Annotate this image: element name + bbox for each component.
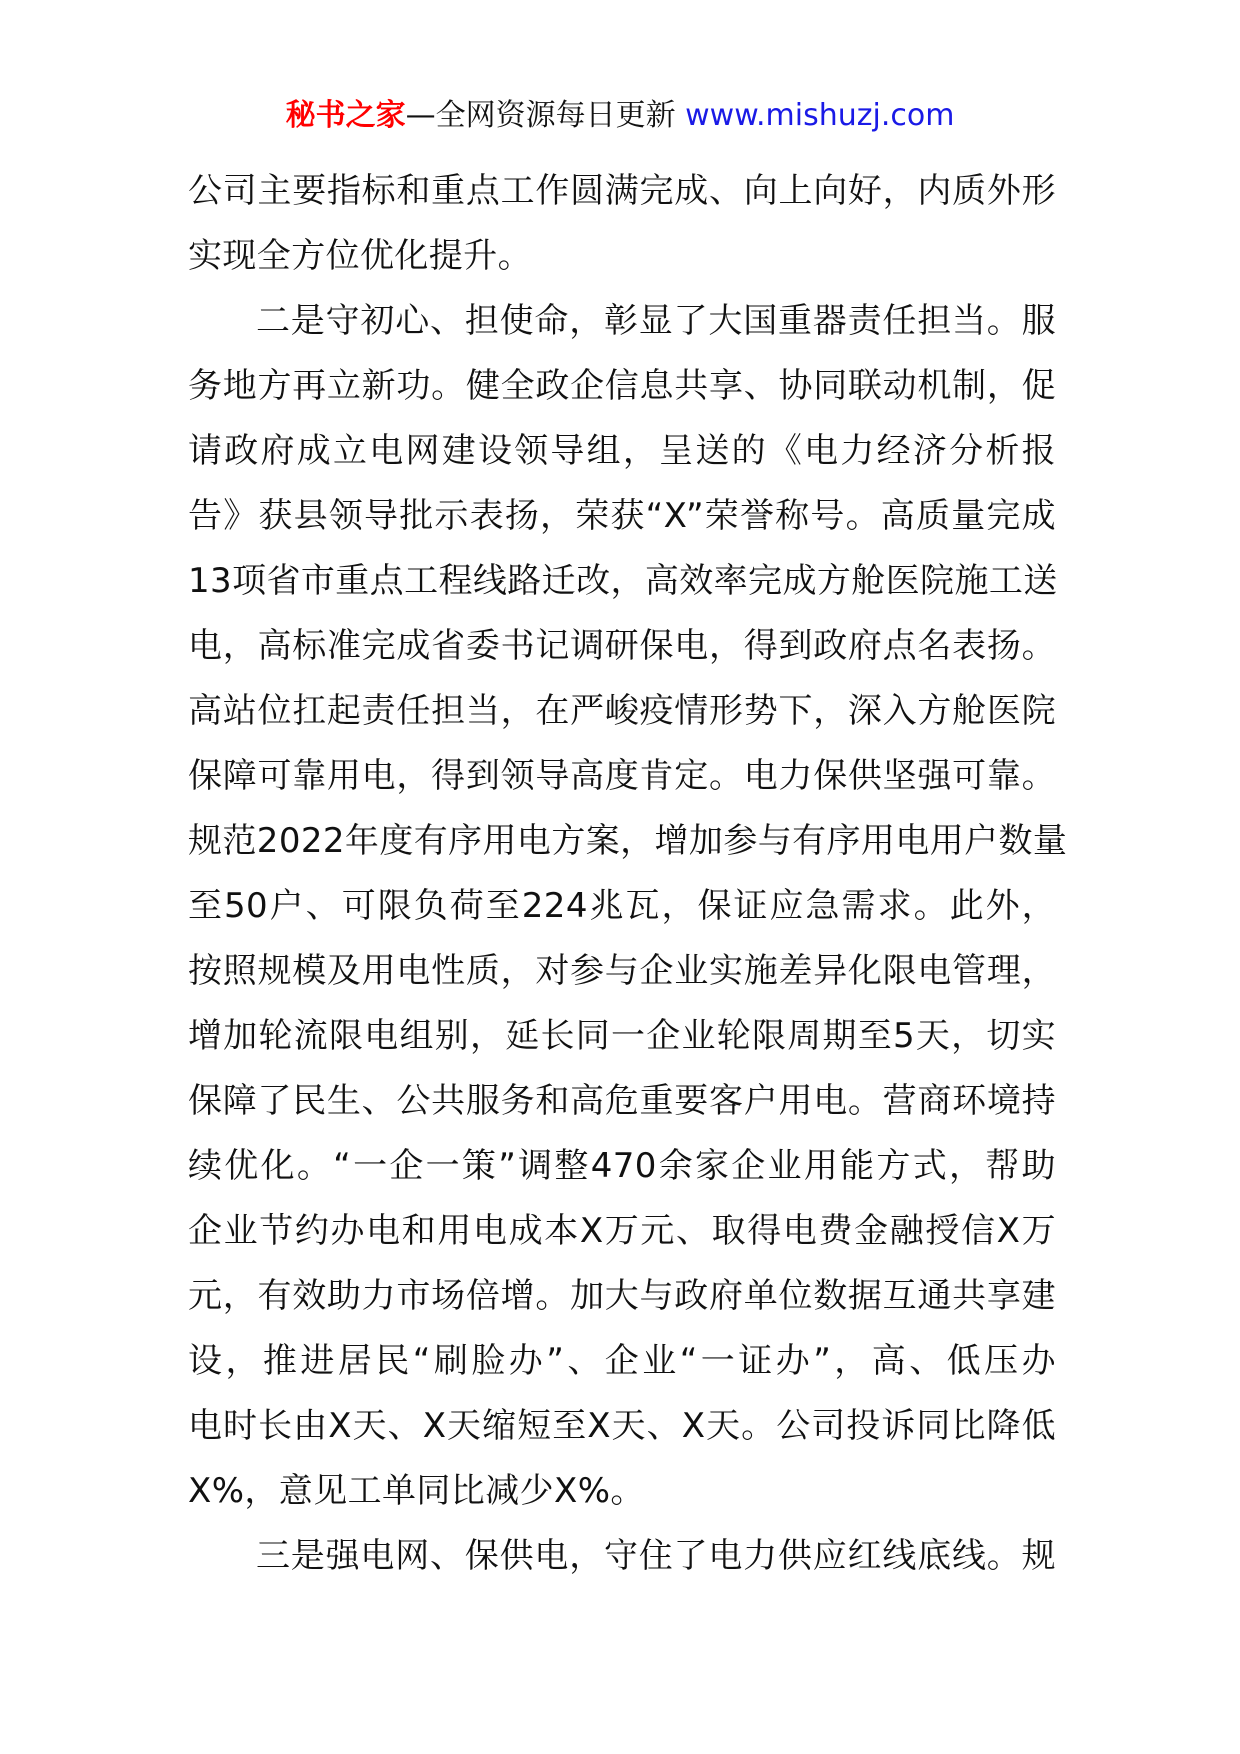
text-line: 规范2022年度有序用电方案，增加参与有序用电用户数量: [188, 821, 1068, 861]
text-line: 务地方再立新功。健全政企信息共享、协同联动机制，促: [188, 366, 1056, 406]
text-line: 三是强电网、保供电，守住了电力供应红线底线。规: [256, 1536, 1056, 1576]
text-line: X%，意见工单同比减少X%。: [188, 1471, 645, 1511]
document-body: [188, 159, 1068, 1589]
text-line: 元，有效助力市场倍增。加大与政府单位数据互通共享建: [188, 1276, 1056, 1316]
page-header: [0, 96, 1240, 136]
text-line: 二是守初心、担使命，彰显了大国重器责任担当。服: [256, 301, 1056, 341]
text-line: 高站位扛起责任担当，在严峻疫情形势下，深入方舱医院: [188, 691, 1056, 731]
brand-name: 秘书之家: [285, 98, 406, 133]
text-line: 增加轮流限电组别，延长同一企业轮限周期至5天，切实: [188, 1016, 1056, 1056]
text-line: 告》获县领导批示表扬，荣获“X”荣誉称号。高质量完成: [188, 496, 1056, 536]
text-line: 实现全方位优化提升。: [188, 236, 532, 276]
text-line: 电时长由X天、X天缩短至X天、X天。公司投诉同比降低: [188, 1406, 1056, 1446]
text-line: 设，推进居民“刷脸办”、企业“一证办”，高、低压办: [188, 1341, 1056, 1381]
text-line: 企业节约办电和用电成本X万元、取得电费金融授信X万: [188, 1211, 1056, 1251]
text-line: 请政府成立电网建设领导组，呈送的《电力经济分析报: [188, 431, 1056, 471]
text-line: 至50户、可限负荷至224兆瓦，保证应急需求。此外，: [188, 886, 1056, 926]
site-url-link[interactable]: www.mishuzj.com: [685, 98, 955, 133]
text-line: 13项省市重点工程线路迁改，高效率完成方舱医院施工送: [188, 561, 1058, 601]
text-line: 保障可靠用电，得到领导高度肯定。电力保供坚强可靠。: [188, 756, 1056, 796]
text-line: 电，高标准完成省委书记调研保电，得到政府点名表扬。: [188, 626, 1056, 666]
text-line: 按照规模及用电性质，对参与企业实施差异化限电管理，: [188, 951, 1056, 991]
text-line: 保障了民生、公共服务和高危重要客户用电。营商环境持: [188, 1081, 1056, 1121]
text-line: 公司主要指标和重点工作圆满完成、向上向好，内质外形: [188, 171, 1056, 211]
text-line: 续优化。“一企一策”调整470余家企业用能方式，帮助: [188, 1146, 1056, 1186]
header-slogan: —全网资源每日更新: [405, 98, 676, 133]
